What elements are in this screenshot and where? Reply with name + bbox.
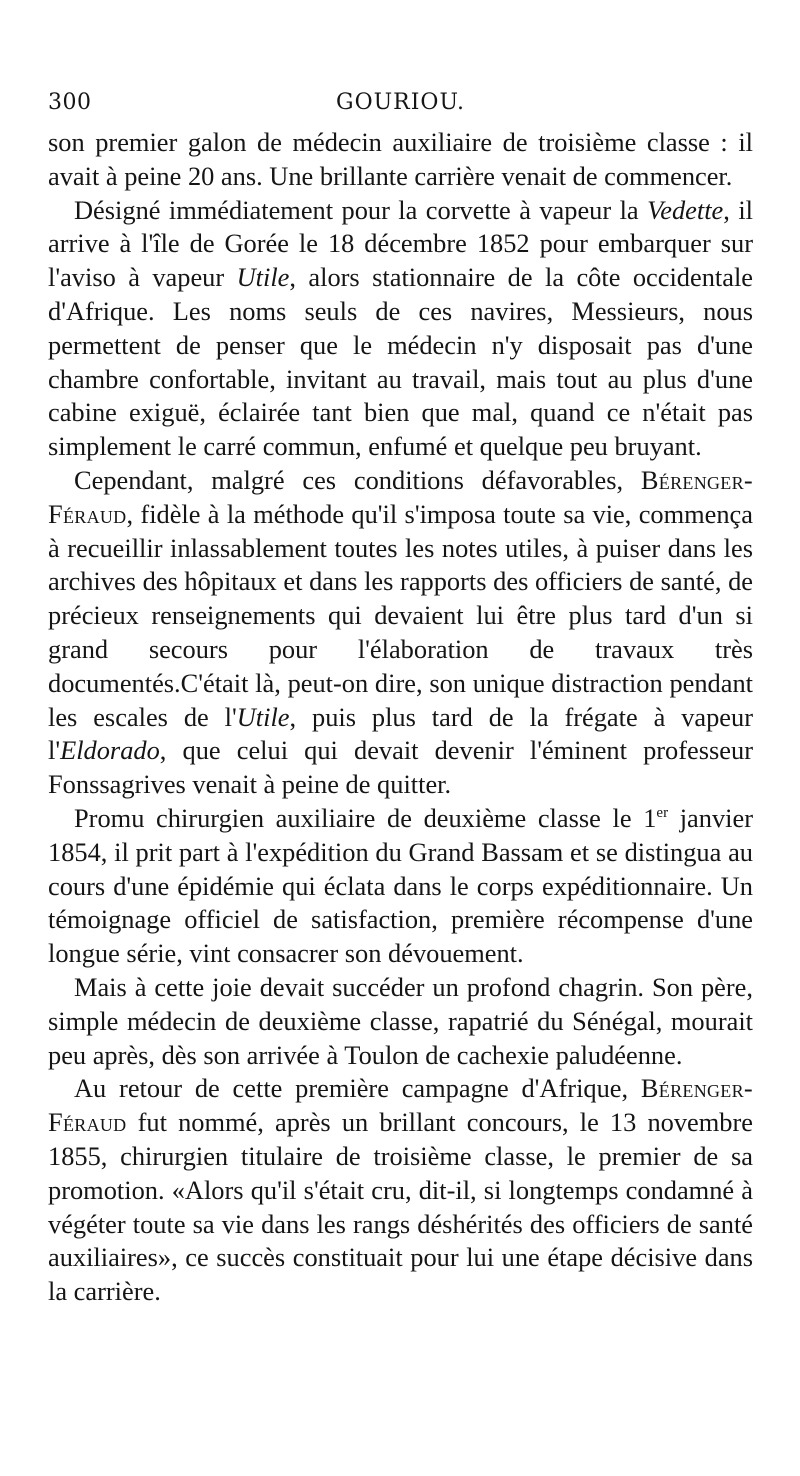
text-run: Cependant, malgré ces conditions défavorables, [74,464,641,495]
page-number: 300 [48,90,92,115]
text-run: , fidèle à la méthode qu'il s'imposa toute sa vie, commença à recueillir inlassablement toutes les notes utiles, à puiser dans les archives des hôpitaux et dans les rapports des officiers de santé, de précieux renseignements qui devaient lui être plus tard d'un si grand secours pour l'élaboration de travaux très documentés.C'était là, peut-on dire, son unique distraction pendant les escales de l' [48,498,753,732]
italic-text: Eldorado [60,735,160,766]
text-run: Mais à cette joie devait succéder un profond chagrin. Son père, simple médecin de deuxième classe, rapatrié du Sénégal, mourait peu après, dès son arrivée à Toulon de cachexie paludéenne. [48,971,753,1070]
text-run: , que celui qui devait devenir l'éminent professeur Fonssagrives venait à peine de quitter. [48,735,753,800]
text-run: Promu chirurgien auxiliaire de deuxième classe le 1 [74,802,657,833]
text-run: fut nommé, après un brillant concours, le 13 novembre 1855, chirurgien titulaire de troisième classe, le premier de sa promotion. «Alors qu'il s'était cru, dit-il, si longtemps condamné à végéter toute sa vie dans les rangs déshérités des officiers de santé auxiliaires», ce succès constituait pour lui une étape décisive dans la carrière. [48,1107,753,1307]
paragraph [48,126,753,194]
text-run: son premier galon de médecin auxiliaire de troisième classe : il avait à peine 20 ans. Une brillante carrière venait de commencer. [48,127,753,191]
paragraph [48,971,753,1072]
italic-text: Utile [236,701,290,732]
body-text [48,126,753,1309]
running-title: GOURIOU. [336,90,465,115]
text-run: Au retour de cette première campagne d'Afrique, [74,1073,641,1104]
paragraph [48,802,753,971]
italic-text: Utile [236,262,290,293]
text-run: Désigné immédiatement pour la corvette à vapeur la [74,194,648,225]
page-header [48,86,753,126]
text-run: , alors stationnaire de la côte occidentale d'Afrique. Les noms seuls de ces navires, Messieurs, nous permettent de penser que le médecin n'y disposait pas d'une chambre confortable, invitant au travail, mais tout au plus d'une cabine exiguë, éclairée tant bien que mal, quand ce n'était pas simplement le carré commun, enfumé et quelque peu bruyant. [48,262,753,462]
paragraph [48,1072,753,1309]
text-run: janvier 1854, il prit part à l'expédition du Grand Bassam et se distingua au cours d'une épidémie qui éclata dans le corps expéditionnaire. Un témoignage officiel de satisfaction, première récompense d'une longue série, vint consacrer son dévouement. [48,802,753,969]
text-run: , il arrive à l'île de Gorée le 18 décembre 1852 pour embarquer sur l'aviso à vapeur [48,194,753,293]
italic-text: Vedette [647,194,724,225]
text-run: , puis plus tard de la frégate à vapeur l' [48,701,753,766]
paragraph [48,464,753,802]
document-page [48,86,753,1309]
superscript: er [656,805,669,822]
small-caps-name: Bérenger-Féraud [48,1073,753,1138]
paragraph [48,194,753,464]
small-caps-name: Bérenger-Féraud [48,464,753,529]
